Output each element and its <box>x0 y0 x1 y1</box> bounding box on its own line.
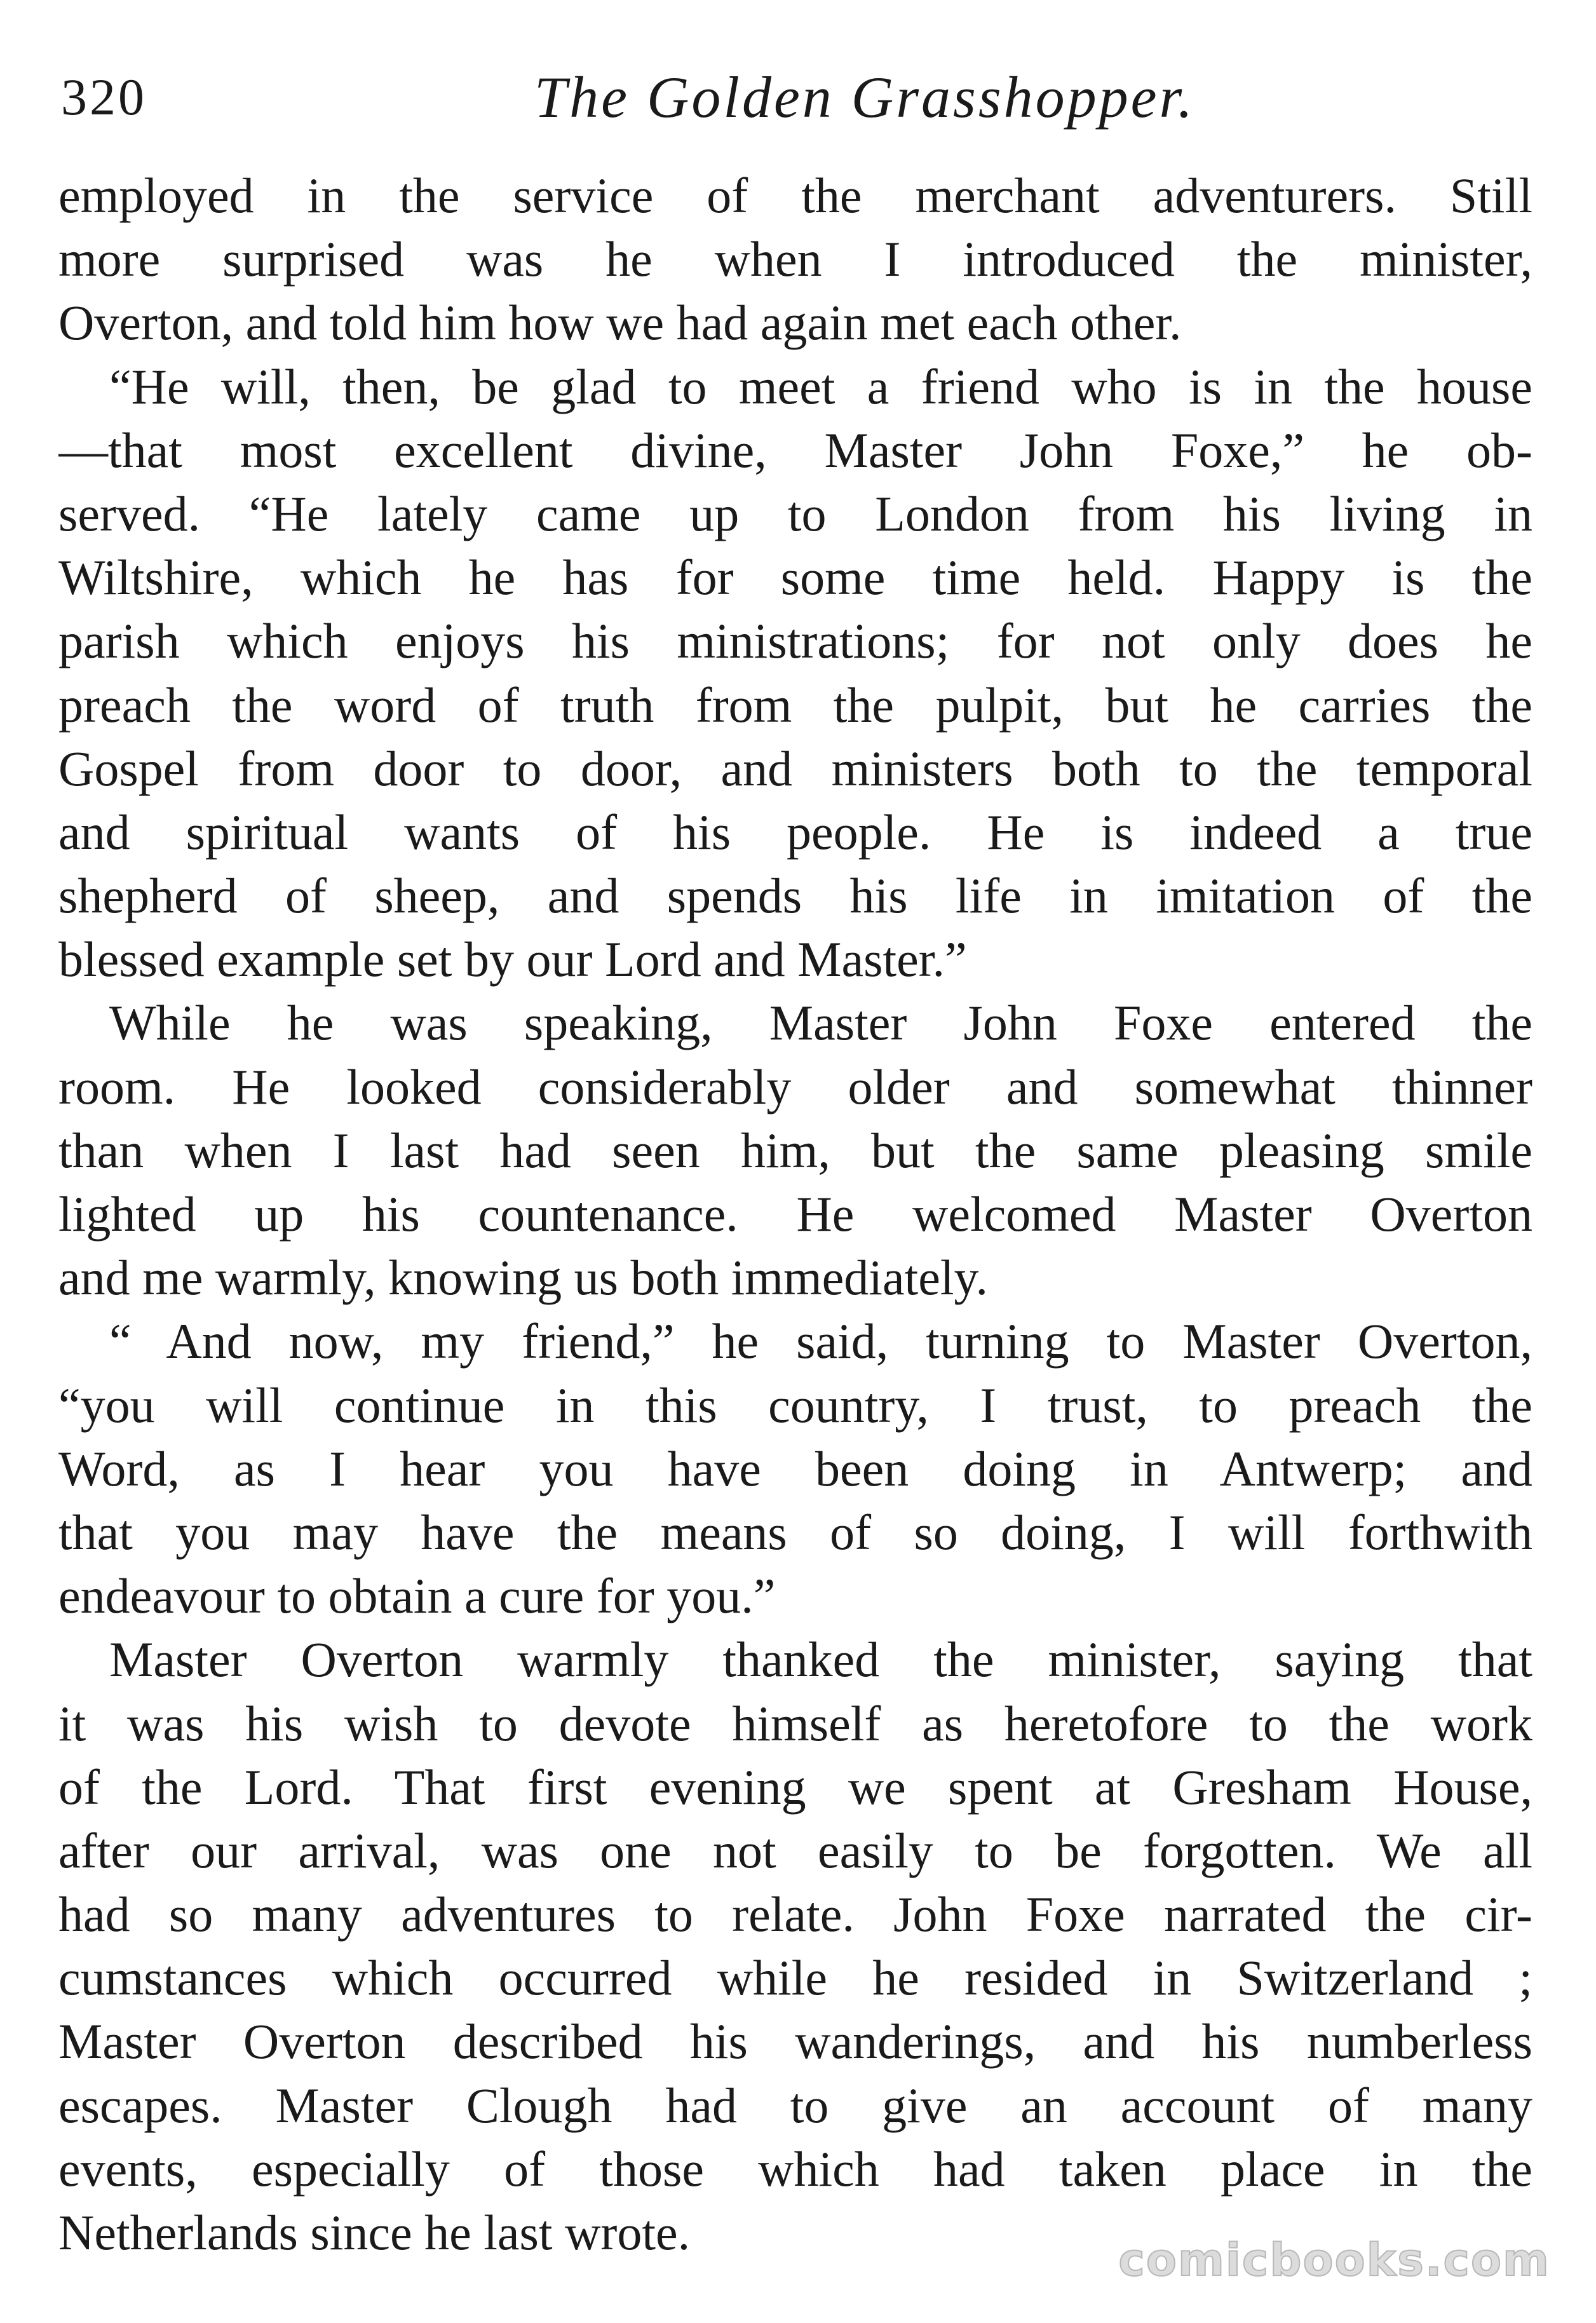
text-line: lighted up his countenance. He welcomed Master Overton <box>58 1186 1532 1242</box>
text-line: Gospel from door to door, and ministers both to the temporal <box>58 740 1532 796</box>
text-line: room. He looked considerably older and somewhat thinner <box>58 1059 1532 1114</box>
text-line: and spiritual wants of his people. He is indeed a true <box>58 804 1532 860</box>
text-line: Master Overton described his wanderings, and his numberless <box>58 2014 1532 2069</box>
text-line: that you may have the means of so doing, I will forthwith <box>58 1504 1532 1560</box>
text-line: Overton, and told him how we had again met each other. <box>58 295 1182 351</box>
text-line: preach the word of truth from the pulpit, but he carries the <box>58 677 1532 733</box>
text-line: served. “He lately came up to London from his living in <box>58 485 1532 541</box>
body-text <box>58 164 1532 2265</box>
text-line: employed in the service of the merchant adventurers. Still <box>58 168 1532 223</box>
text-line: after our arrival, was one not easily to be forgotten. We all <box>58 1822 1532 1878</box>
text-line: escapes. Master Clough had to give an account of many <box>58 2077 1532 2133</box>
text-line: and me warmly, knowing us both immediately. <box>58 1250 988 1306</box>
text-line: Master Overton warmly thanked the minister, saying that <box>109 1632 1532 1688</box>
text-line: Wiltshire, which he has for some time held. Happy is the <box>58 550 1532 606</box>
text-line: blessed example set by our Lord and Master.” <box>58 931 967 987</box>
text-line: than when I last had seen him, but the same pleasing smile <box>58 1122 1532 1178</box>
page-header <box>61 56 1535 139</box>
text-line: “ And now, my friend,” he said, turning to Master Overton, <box>109 1313 1532 1369</box>
text-line: endeavour to obtain a cure for you.” <box>58 1568 776 1624</box>
text-line: more surprised was he when I introduced the minister, <box>58 231 1532 287</box>
text-line: it was his wish to devote himself as heretofore to the work <box>58 1695 1532 1751</box>
text-line: parish which enjoys his ministrations; for not only does he <box>58 613 1532 669</box>
text-line: Netherlands since he last wrote. <box>58 2205 691 2260</box>
text-line: —that most excellent divine, Master John Foxe,” he ob- <box>58 422 1532 478</box>
running-title: The Golden Grasshopper. <box>534 65 1196 130</box>
text-line: Word, as I hear you have been doing in Antwerp; and <box>58 1440 1532 1496</box>
watermark: comicbooks.com <box>1118 2234 1550 2286</box>
text-line: “He will, then, be glad to meet a friend who is in the house <box>109 358 1532 414</box>
text-line: cumstances which occurred while he resided in Switzerland ; <box>58 1950 1532 2006</box>
text-line: shepherd of sheep, and spends his life in imitation of the <box>58 868 1532 924</box>
text-line: events, especially of those which had taken place in the <box>58 2141 1532 2197</box>
text-line: of the Lord. That first evening we spent at Gresham House, <box>58 1759 1532 1815</box>
text-line: While he was speaking, Master John Foxe entered the <box>109 995 1532 1051</box>
text-line: had so many adventures to relate. John Foxe narrated the cir- <box>58 1886 1532 1942</box>
page-number: 320 <box>61 68 147 126</box>
text-line: “you will continue in this country, I trust, to preach the <box>58 1377 1532 1433</box>
